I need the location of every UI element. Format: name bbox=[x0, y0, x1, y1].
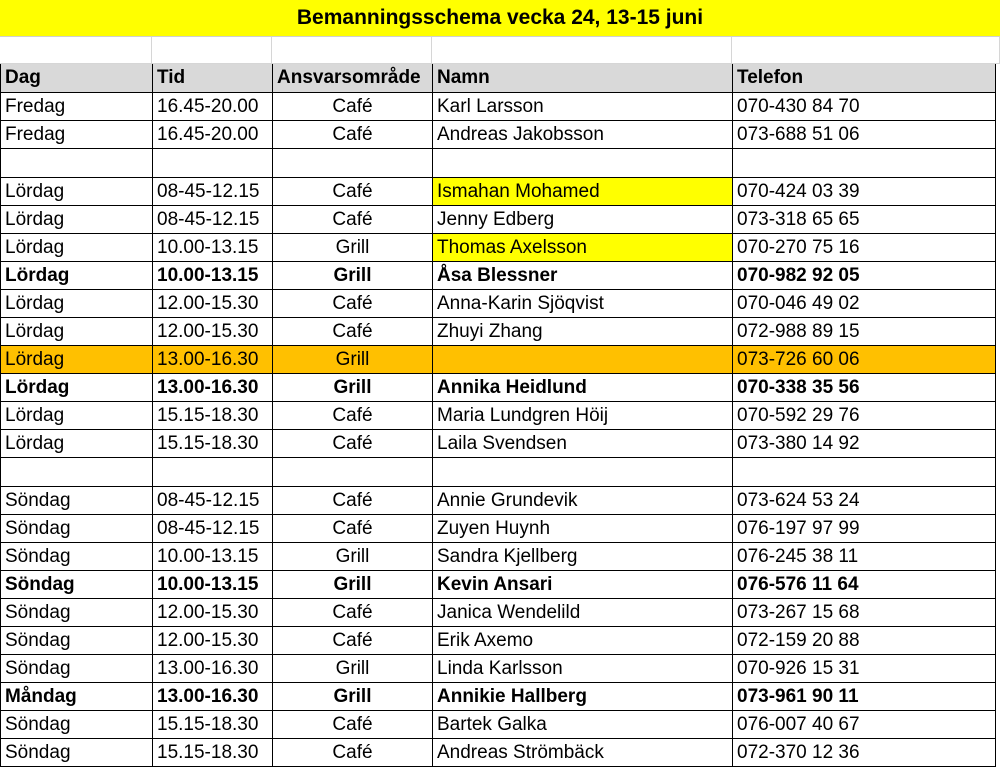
table-row bbox=[1, 92, 996, 120]
cell-tid: 16.45-20.00 bbox=[153, 92, 273, 120]
table-row bbox=[1, 542, 996, 570]
column-header-namn: Namn bbox=[433, 64, 733, 92]
cell-ansvarsomrade: Grill bbox=[273, 233, 433, 261]
cell-telefon: 076-007 40 67 bbox=[733, 710, 996, 738]
cell-ansvarsomrade bbox=[273, 457, 433, 486]
cell-tid bbox=[153, 148, 273, 177]
cell-dag: Söndag bbox=[1, 654, 153, 682]
spacer-row bbox=[1, 148, 996, 177]
blank-row bbox=[0, 37, 1000, 64]
cell-dag: Söndag bbox=[1, 542, 153, 570]
cell-ansvarsomrade: Café bbox=[273, 401, 433, 429]
cell-tid: 08-45-12.15 bbox=[153, 486, 273, 514]
table-row bbox=[1, 486, 996, 514]
cell-ansvarsomrade: Café bbox=[273, 177, 433, 205]
cell-tid: 15.15-18.30 bbox=[153, 710, 273, 738]
cell-telefon bbox=[733, 457, 996, 486]
cell-ansvarsomrade: Café bbox=[273, 205, 433, 233]
cell-tid: 10.00-13.15 bbox=[153, 570, 273, 598]
table-row bbox=[1, 429, 996, 457]
cell-namn: Bartek Galka bbox=[433, 710, 733, 738]
cell-tid: 12.00-15.30 bbox=[153, 317, 273, 345]
cell-telefon: 070-592 29 76 bbox=[733, 401, 996, 429]
cell-tid: 10.00-13.15 bbox=[153, 261, 273, 289]
cell-dag: Lördag bbox=[1, 289, 153, 317]
table-row bbox=[1, 345, 996, 373]
cell-namn: Laila Svendsen bbox=[433, 429, 733, 457]
cell-ansvarsomrade: Café bbox=[273, 710, 433, 738]
cell-tid: 12.00-15.30 bbox=[153, 598, 273, 626]
cell-telefon: 070-046 49 02 bbox=[733, 289, 996, 317]
table-row bbox=[1, 177, 996, 205]
cell-dag: Fredag bbox=[1, 92, 153, 120]
cell-tid: 13.00-16.30 bbox=[153, 654, 273, 682]
cell-ansvarsomrade: Grill bbox=[273, 345, 433, 373]
cell-dag: Söndag bbox=[1, 486, 153, 514]
cell-dag: Söndag bbox=[1, 570, 153, 598]
cell-telefon: 072-370 12 36 bbox=[733, 738, 996, 766]
cell-dag: Lördag bbox=[1, 177, 153, 205]
table-row bbox=[1, 738, 996, 766]
cell-namn: Jenny Edberg bbox=[433, 205, 733, 233]
cell-tid: 10.00-13.15 bbox=[153, 233, 273, 261]
cell-telefon: 073-267 15 68 bbox=[733, 598, 996, 626]
cell-namn: Thomas Axelsson bbox=[433, 233, 733, 261]
cell-telefon: 072-159 20 88 bbox=[733, 626, 996, 654]
cell-ansvarsomrade: Café bbox=[273, 738, 433, 766]
cell-tid: 15.15-18.30 bbox=[153, 401, 273, 429]
cell-dag: Lördag bbox=[1, 261, 153, 289]
cell-namn: Zuyen Huynh bbox=[433, 514, 733, 542]
cell-dag: Lördag bbox=[1, 345, 153, 373]
cell-telefon: 073-318 65 65 bbox=[733, 205, 996, 233]
cell-ansvarsomrade: Café bbox=[273, 120, 433, 148]
cell-ansvarsomrade: Grill bbox=[273, 682, 433, 710]
cell-telefon: 073-961 90 11 bbox=[733, 682, 996, 710]
cell-namn: Annie Grundevik bbox=[433, 486, 733, 514]
cell-dag bbox=[1, 148, 153, 177]
cell-telefon: 070-982 92 05 bbox=[733, 261, 996, 289]
cell-ansvarsomrade: Grill bbox=[273, 542, 433, 570]
cell-dag: Lördag bbox=[1, 317, 153, 345]
cell-ansvarsomrade: Café bbox=[273, 289, 433, 317]
cell-ansvarsomrade: Café bbox=[273, 317, 433, 345]
cell-telefon: 073-624 53 24 bbox=[733, 486, 996, 514]
table-row bbox=[1, 401, 996, 429]
cell-namn: Ismahan Mohamed bbox=[433, 177, 733, 205]
cell-tid: 12.00-15.30 bbox=[153, 289, 273, 317]
cell-ansvarsomrade: Grill bbox=[273, 373, 433, 401]
schedule-table bbox=[0, 64, 996, 767]
table-row bbox=[1, 205, 996, 233]
cell-namn: Annikie Hallberg bbox=[433, 682, 733, 710]
cell-namn: Kevin Ansari bbox=[433, 570, 733, 598]
cell-namn: Maria Lundgren Höij bbox=[433, 401, 733, 429]
cell-telefon bbox=[733, 148, 996, 177]
cell-dag: Söndag bbox=[1, 738, 153, 766]
cell-dag: Måndag bbox=[1, 682, 153, 710]
cell-namn: Sandra Kjellberg bbox=[433, 542, 733, 570]
table-row bbox=[1, 598, 996, 626]
cell-telefon: 070-270 75 16 bbox=[733, 233, 996, 261]
column-header-dag: Dag bbox=[1, 64, 153, 92]
cell-dag: Söndag bbox=[1, 710, 153, 738]
cell-tid: 13.00-16.30 bbox=[153, 345, 273, 373]
cell-tid: 08-45-12.15 bbox=[153, 177, 273, 205]
cell-tid: 15.15-18.30 bbox=[153, 738, 273, 766]
cell-telefon: 076-245 38 11 bbox=[733, 542, 996, 570]
cell-telefon: 073-688 51 06 bbox=[733, 120, 996, 148]
cell-tid: 13.00-16.30 bbox=[153, 682, 273, 710]
cell-ansvarsomrade: Café bbox=[273, 598, 433, 626]
cell-tid bbox=[153, 457, 273, 486]
cell-namn: Annika Heidlund bbox=[433, 373, 733, 401]
table-row bbox=[1, 654, 996, 682]
cell-ansvarsomrade: Grill bbox=[273, 261, 433, 289]
cell-ansvarsomrade: Café bbox=[273, 626, 433, 654]
cell-namn: Zhuyi Zhang bbox=[433, 317, 733, 345]
cell-telefon: 073-726 60 06 bbox=[733, 345, 996, 373]
cell-namn: Andreas Jakobsson bbox=[433, 120, 733, 148]
cell-dag bbox=[1, 457, 153, 486]
cell-ansvarsomrade bbox=[273, 148, 433, 177]
cell-namn: Anna-Karin Sjöqvist bbox=[433, 289, 733, 317]
cell-dag: Fredag bbox=[1, 120, 153, 148]
cell-namn: Janica Wendelild bbox=[433, 598, 733, 626]
cell-telefon: 076-576 11 64 bbox=[733, 570, 996, 598]
table-row bbox=[1, 289, 996, 317]
cell-namn: Andreas Strömbäck bbox=[433, 738, 733, 766]
cell-tid: 10.00-13.15 bbox=[153, 542, 273, 570]
table-row bbox=[1, 626, 996, 654]
cell-tid: 16.45-20.00 bbox=[153, 120, 273, 148]
cell-tid: 15.15-18.30 bbox=[153, 429, 273, 457]
cell-ansvarsomrade: Grill bbox=[273, 654, 433, 682]
cell-dag: Lördag bbox=[1, 401, 153, 429]
table-row bbox=[1, 710, 996, 738]
cell-dag: Söndag bbox=[1, 626, 153, 654]
cell-telefon: 070-926 15 31 bbox=[733, 654, 996, 682]
table-row bbox=[1, 373, 996, 401]
table-row bbox=[1, 233, 996, 261]
cell-ansvarsomrade: Grill bbox=[273, 570, 433, 598]
cell-namn: Åsa Blessner bbox=[433, 261, 733, 289]
schedule-rows bbox=[1, 92, 996, 766]
cell-ansvarsomrade: Café bbox=[273, 429, 433, 457]
column-header-tid: Tid bbox=[153, 64, 273, 92]
cell-namn bbox=[433, 345, 733, 373]
cell-tid: 08-45-12.15 bbox=[153, 514, 273, 542]
cell-dag: Lördag bbox=[1, 429, 153, 457]
table-row bbox=[1, 317, 996, 345]
cell-dag: Lördag bbox=[1, 205, 153, 233]
column-header-telefon: Telefon bbox=[733, 64, 996, 92]
cell-ansvarsomrade: Café bbox=[273, 486, 433, 514]
cell-dag: Lördag bbox=[1, 373, 153, 401]
cell-namn bbox=[433, 148, 733, 177]
cell-namn bbox=[433, 457, 733, 486]
cell-ansvarsomrade: Café bbox=[273, 92, 433, 120]
table-row bbox=[1, 120, 996, 148]
cell-tid: 08-45-12.15 bbox=[153, 205, 273, 233]
table-row bbox=[1, 570, 996, 598]
cell-ansvarsomrade: Café bbox=[273, 514, 433, 542]
cell-dag: Lördag bbox=[1, 233, 153, 261]
column-header-ansvarsomrade: Ansvarsområde bbox=[273, 64, 433, 92]
cell-namn: Linda Karlsson bbox=[433, 654, 733, 682]
cell-namn: Erik Axemo bbox=[433, 626, 733, 654]
cell-telefon: 073-380 14 92 bbox=[733, 429, 996, 457]
spacer-row bbox=[1, 457, 996, 486]
cell-tid: 13.00-16.30 bbox=[153, 373, 273, 401]
cell-tid: 12.00-15.30 bbox=[153, 626, 273, 654]
cell-namn: Karl Larsson bbox=[433, 92, 733, 120]
header-row bbox=[1, 64, 996, 92]
cell-telefon: 070-430 84 70 bbox=[733, 92, 996, 120]
table-row bbox=[1, 261, 996, 289]
cell-telefon: 070-424 03 39 bbox=[733, 177, 996, 205]
table-row bbox=[1, 682, 996, 710]
schedule-title: Bemanningsschema vecka 24, 13-15 juni bbox=[0, 0, 1000, 37]
cell-dag: Söndag bbox=[1, 598, 153, 626]
table-row bbox=[1, 514, 996, 542]
cell-telefon: 072-988 89 15 bbox=[733, 317, 996, 345]
cell-dag: Söndag bbox=[1, 514, 153, 542]
cell-telefon: 070-338 35 56 bbox=[733, 373, 996, 401]
cell-telefon: 076-197 97 99 bbox=[733, 514, 996, 542]
